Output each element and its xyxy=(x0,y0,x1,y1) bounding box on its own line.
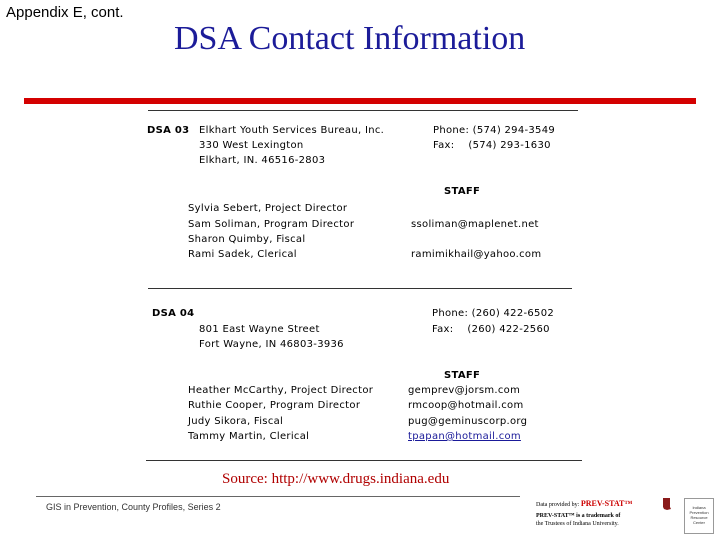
staff-name: Ruthie Cooper, Program Director xyxy=(188,400,361,411)
dsa03-staff-heading: STAFF xyxy=(444,186,481,197)
staff-email[interactable]: rmcoop@hotmail.com xyxy=(408,400,524,411)
staff-email-link[interactable]: tpapan@hotmail.com xyxy=(408,431,521,442)
title-divider-bar xyxy=(24,98,696,104)
dsa03-label: DSA 03 xyxy=(147,125,190,136)
dsa04-address-line2: Fort Wayne, IN 46803-3936 xyxy=(199,339,344,350)
indiana-state-icon xyxy=(662,497,672,511)
dsa04-phone: Phone: (260) 422-6502 xyxy=(432,308,555,319)
dsa03-org: Elkhart Youth Services Bureau, Inc. xyxy=(199,125,385,136)
appendix-label: Appendix E, cont. xyxy=(6,4,124,21)
top-rule xyxy=(148,110,578,111)
staff-name: Sylvia Sebert, Project Director xyxy=(188,203,348,214)
staff-name: Heather McCarthy, Project Director xyxy=(188,385,374,396)
prevention-center-logo xyxy=(684,498,714,534)
dsa04-fax: Fax: (260) 422-2560 xyxy=(432,324,550,335)
staff-email[interactable]: gemprev@jorsm.com xyxy=(408,385,521,396)
center-logo-text: Indiana Prevention Resource Center xyxy=(689,505,709,525)
dsa04-address-line1: 801 East Wayne Street xyxy=(199,324,320,335)
staff-email[interactable]: pug@geminuscorp.org xyxy=(408,416,528,427)
dsa03-phone: Phone: (574) 294-3549 xyxy=(433,125,556,136)
staff-name: Tammy Martin, Clerical xyxy=(188,431,310,442)
staff-name: Rami Sadek, Clerical xyxy=(188,249,297,260)
credit-prefix: Data provided by: xyxy=(536,502,580,508)
dsa04-label: DSA 04 xyxy=(152,308,195,319)
dsa03-address-line1: 330 West Lexington xyxy=(199,140,304,151)
bottom-rule xyxy=(146,460,582,461)
trademark-line1: PREV-STAT™ is a trademark of xyxy=(536,513,621,519)
dsa04-staff-heading: STAFF xyxy=(444,370,481,381)
page-title: DSA Contact Information xyxy=(174,20,526,57)
prev-stat-credit xyxy=(532,496,682,536)
dsa03-address-line2: Elkhart, IN. 46516-2803 xyxy=(199,155,326,166)
dsa03-fax: Fax: (574) 293-1630 xyxy=(433,140,551,151)
footer-series: GIS in Prevention, County Profiles, Series 2 xyxy=(46,502,221,512)
staff-email[interactable]: ssoliman@maplenet.net xyxy=(411,219,539,230)
middle-rule xyxy=(148,288,572,289)
trademark-line2: the Trustees of Indiana University. xyxy=(536,521,619,527)
prev-stat-brand: PREV-STAT™ xyxy=(580,499,633,508)
credit-line xyxy=(536,499,632,508)
staff-name: Judy Sikora, Fiscal xyxy=(188,416,284,427)
source-citation: Source: http://www.drugs.indiana.edu xyxy=(222,471,450,487)
footer-divider xyxy=(36,496,520,497)
staff-name: Sharon Quimby, Fiscal xyxy=(188,234,306,245)
staff-name: Sam Soliman, Program Director xyxy=(188,219,355,230)
staff-email[interactable]: ramimikhail@yahoo.com xyxy=(411,249,542,260)
